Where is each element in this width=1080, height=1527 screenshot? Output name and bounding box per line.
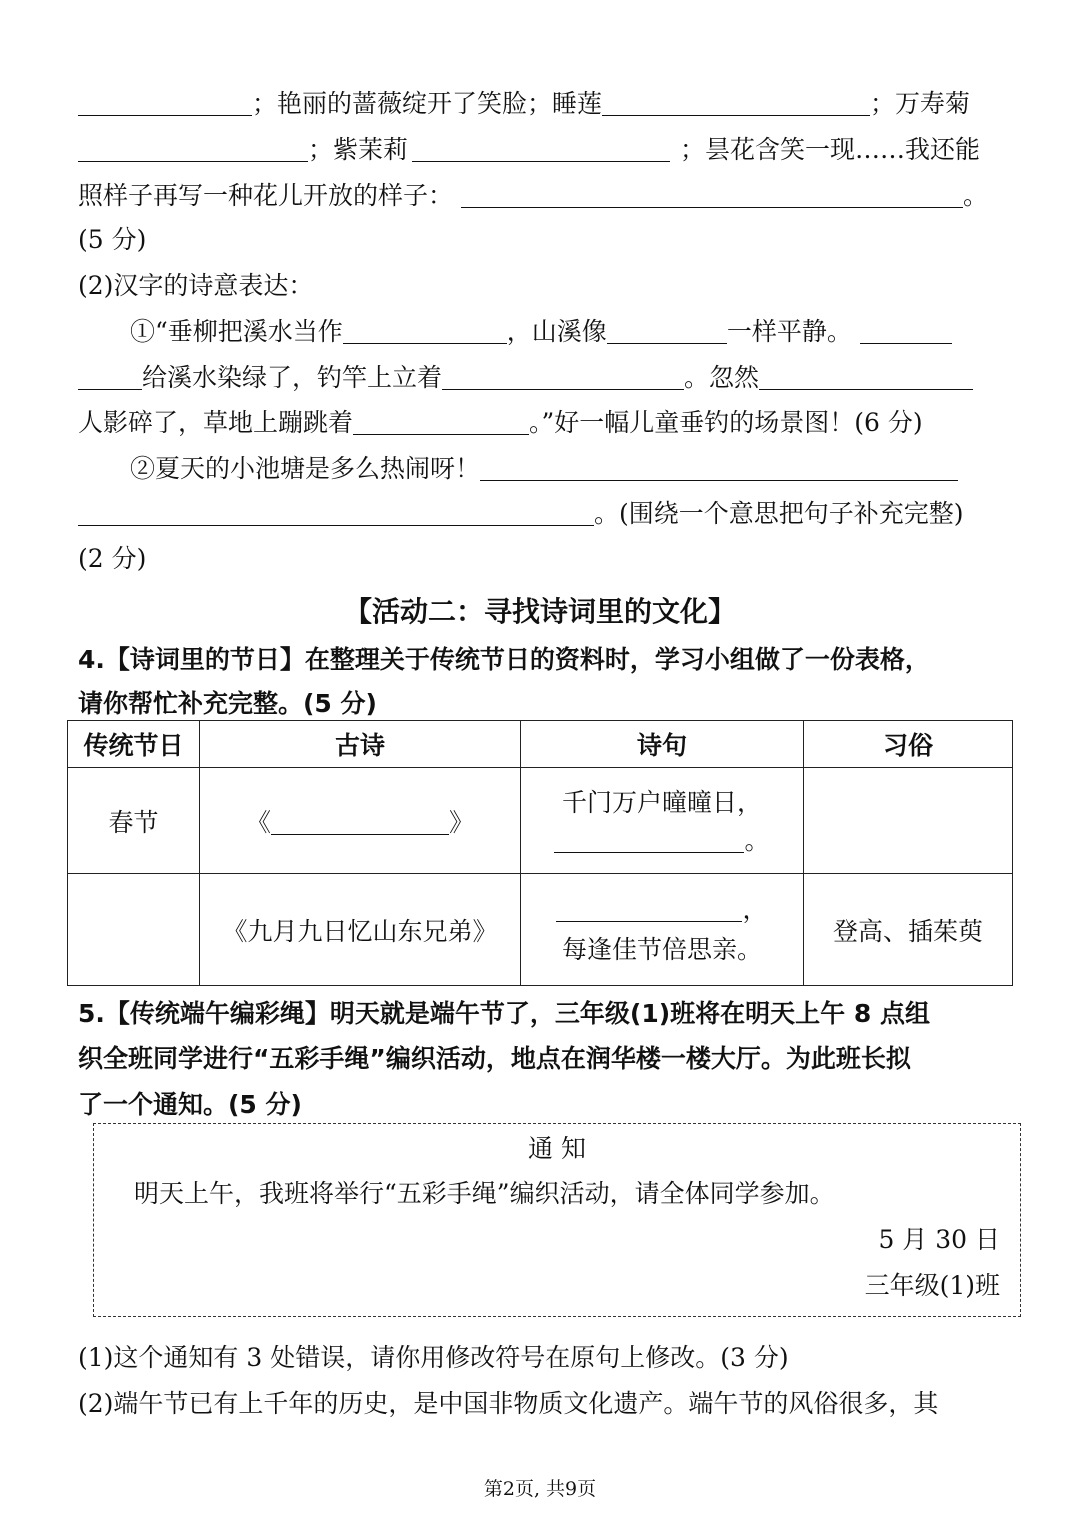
q5-line1: 5.【传统端午编彩绳】明天就是端午节了，三年级(1)班将在明天上午 8 点组 xyxy=(78,999,930,1028)
line: 每逢佳节倍思亲。 xyxy=(561,934,762,964)
table-row xyxy=(68,768,1013,874)
text: 给溪水染绿了，钓竿上立着 xyxy=(142,363,443,392)
q5-line3: 了一个通知。(5 分) xyxy=(78,1090,302,1119)
text: 。(围绕一个意思把句子补充完整) xyxy=(594,499,964,528)
blank[interactable] xyxy=(78,363,142,390)
text: ；艳丽的蔷薇绽开了笑脸；睡莲 xyxy=(252,89,603,118)
header-poem: 古诗 xyxy=(200,721,521,768)
text: 。忽然 xyxy=(684,363,760,392)
subquestion-1: (1)这个通知有 3 处错误，请你用修改符号在原句上修改。(3 分) xyxy=(78,1343,789,1372)
header-festival: 传统节日 xyxy=(68,721,200,768)
line: 千门万户曈曈日， xyxy=(561,787,762,817)
blank[interactable] xyxy=(607,317,727,344)
text: 照样子再写一种花儿开放的样子： xyxy=(78,181,454,210)
blank[interactable] xyxy=(480,454,958,481)
notice-body: 明天上午，我班将举行“五彩手绳”编织活动，请全体同学参加。 xyxy=(134,1179,835,1208)
page-footer: 第2页, 共9页 xyxy=(483,1478,597,1500)
line-poem-3 xyxy=(78,403,1002,443)
blank[interactable] xyxy=(759,363,973,390)
text: 。”好一幅儿童垂钓的场景图！(6 分) xyxy=(529,408,923,437)
subquestion-2: (2)端午节已有上千年的历史，是中国非物质文化遗产。端午节的风俗很多，其 xyxy=(78,1389,939,1418)
blank[interactable] xyxy=(602,89,870,116)
q4-line2: 请你帮忙补充完整。(5 分) xyxy=(78,689,377,718)
question-heading: (2)汉字的诗意表达： xyxy=(78,271,314,300)
section-title: 【活动二：寻找诗词里的文化】 xyxy=(343,595,736,628)
line-pond xyxy=(130,449,1002,489)
notice-date: 5 月 30 日 xyxy=(878,1225,1000,1254)
notice-signer: 三年级(1)班 xyxy=(864,1271,1000,1300)
cell-festival: 春节 xyxy=(68,768,200,874)
notice-box xyxy=(93,1123,1021,1317)
blank[interactable] xyxy=(461,181,963,208)
blank[interactable] xyxy=(442,363,684,390)
cell-poem: 《 》 xyxy=(200,768,521,874)
text: 一样平静。 xyxy=(726,317,852,346)
cell-poem: 《九月九日忆山东兄弟》 xyxy=(200,874,521,986)
notice-title: 通 知 xyxy=(528,1134,586,1163)
text: ；紫茉莉 xyxy=(308,135,409,164)
text: ②夏天的小池塘是多么热闹呀！ xyxy=(130,454,481,483)
festival-table xyxy=(67,720,1013,986)
line-poem-2 xyxy=(78,358,1002,398)
blank[interactable] xyxy=(78,135,308,162)
header-lines: 诗句 xyxy=(521,721,804,768)
line-flowers-3 xyxy=(78,176,1002,216)
cell-lines: ， 每逢佳节倍思亲。 xyxy=(521,874,804,986)
table-row xyxy=(68,874,1013,986)
q5-line2: 织全班同学进行“五彩手绳”编织活动，地点在润华楼一楼大厅。为此班长拟 xyxy=(78,1044,911,1073)
q4-line1: 4.【诗词里的节日】在整理关于传统节日的资料时，学习小组做了一份表格， xyxy=(78,645,930,674)
line-pond-2 xyxy=(78,494,1002,534)
blank[interactable] xyxy=(343,317,507,344)
blank[interactable] xyxy=(860,317,952,344)
cell-custom[interactable] xyxy=(804,768,1013,874)
cell-custom: 登高、插茱萸 xyxy=(804,874,1013,986)
blank[interactable] xyxy=(78,499,594,526)
text: 人影碎了，草地上蹦跳着 xyxy=(78,408,354,437)
line-poem-1 xyxy=(130,312,1002,352)
text: ；万寿菊 xyxy=(870,89,971,118)
score: (5 分) xyxy=(78,225,147,254)
text: ；昙花含笑一现……我还能 xyxy=(680,135,981,164)
header-custom: 习俗 xyxy=(804,721,1013,768)
text: ，山溪像 xyxy=(506,317,607,346)
line-flowers-2 xyxy=(78,130,1002,170)
table-header-row xyxy=(68,721,1013,768)
text: 。 xyxy=(963,181,989,210)
blank[interactable] xyxy=(412,135,670,162)
blank[interactable] xyxy=(554,826,744,853)
text: ①“垂柳把溪水当作 xyxy=(130,317,343,346)
blank[interactable] xyxy=(353,408,529,435)
score: (2 分) xyxy=(78,544,147,573)
blank[interactable] xyxy=(271,808,449,835)
blank[interactable] xyxy=(556,895,742,922)
line-flowers-1 xyxy=(78,84,1002,124)
cell-festival[interactable] xyxy=(68,874,200,986)
blank[interactable] xyxy=(78,89,252,116)
cell-lines: 千门万户曈曈日， 。 xyxy=(521,768,804,874)
